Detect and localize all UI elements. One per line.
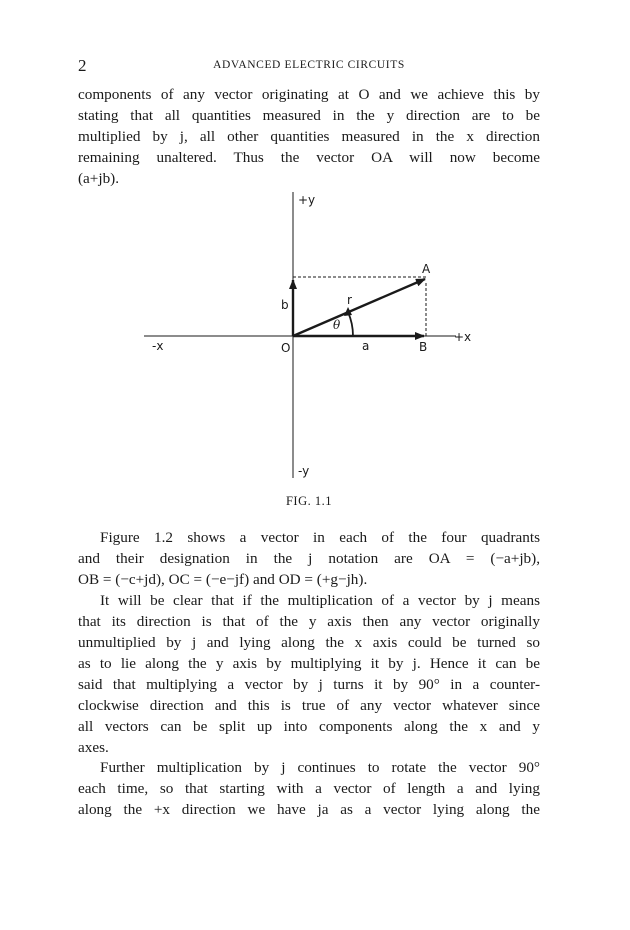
text-line: said that multiplying a vector by j turns it by 90° in a counter- xyxy=(78,676,540,693)
page-number: 2 xyxy=(78,56,87,75)
text-line: It will be clear that if the multiplication of a vector by j means xyxy=(100,592,540,609)
text-line: that its direction is that of the y axis then any vector originally xyxy=(78,613,540,630)
text-line: as to lie along the y axis by multiplying it by j. Hence it can be xyxy=(78,655,540,672)
text-line: multiplied by j, all other quantities measured in the x direction xyxy=(78,128,540,145)
figure-1-1 xyxy=(140,188,490,488)
running-title: ADVANCED ELECTRIC CIRCUITS xyxy=(213,59,405,71)
paragraph-1 xyxy=(78,84,540,189)
label-radius: r xyxy=(347,293,352,307)
label-minus-x: -x xyxy=(152,339,164,353)
label-plus-x: +x xyxy=(454,330,472,344)
paragraph-3 xyxy=(78,590,540,758)
label-plus-y: +y xyxy=(298,193,316,207)
text-line: (a+jb). xyxy=(78,170,120,187)
paragraph-2 xyxy=(78,527,540,590)
label-point-b: B xyxy=(419,340,428,354)
text-line: along the +x direction we have ja as a vector lying along the xyxy=(78,801,540,818)
page-header xyxy=(78,56,540,76)
paragraph-4 xyxy=(78,757,540,820)
text-line: and their designation in the j notation are OA = (−a+jb), xyxy=(78,550,540,567)
text-line: all vectors can be split up into components along the x and y xyxy=(78,718,540,735)
label-side-b: b xyxy=(281,298,289,312)
text-line: clockwise direction and this is true of any vector whatever since xyxy=(78,697,540,714)
label-point-a: A xyxy=(422,262,431,276)
text-line: components of any vector originating at O and we achieve this by xyxy=(78,86,540,103)
text-line: unmultiplied by j and lying along the x axis could be turned so xyxy=(78,634,540,651)
text-line: axes. xyxy=(78,739,109,756)
text-line: stating that all quantities measured in the y direction are to be xyxy=(78,107,540,124)
text-line: Further multiplication by j continues to rotate the vector 90° xyxy=(100,759,540,776)
text-line: remaining unaltered. Thus the vector OA will now become xyxy=(78,149,540,166)
angle-arc xyxy=(348,312,353,336)
label-origin: O xyxy=(281,341,291,355)
label-minus-y: -y xyxy=(298,464,310,478)
figure-caption: FIG. 1.1 xyxy=(285,494,333,508)
text-line: each time, so that starting with a vector of length a and lying xyxy=(78,780,540,797)
label-side-a: a xyxy=(362,339,370,353)
label-angle-theta: θ xyxy=(333,318,341,332)
vector-r xyxy=(293,279,425,336)
text-line: OB = (−c+jd), OC = (−e−jf) and OD = (+g−jh). xyxy=(78,571,368,588)
vector-diagram xyxy=(140,188,490,488)
text-line: Figure 1.2 shows a vector in each of the four quadrants xyxy=(100,529,540,546)
